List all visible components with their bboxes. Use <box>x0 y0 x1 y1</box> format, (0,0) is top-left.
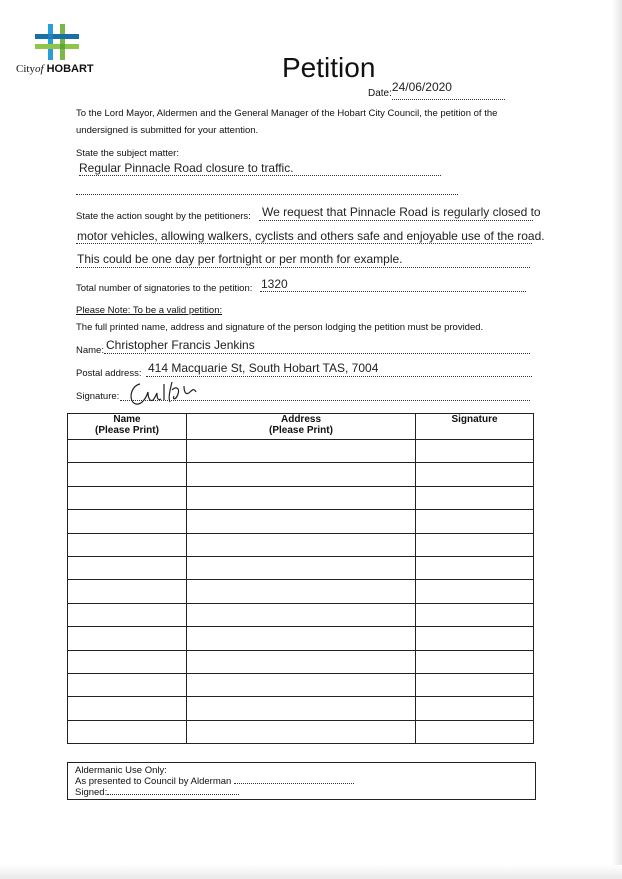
intro-line-2: undersigned is submitted for your attention. <box>76 125 259 136</box>
logo-wordmark: Cityof HOBART <box>16 63 94 75</box>
table-row <box>68 533 534 556</box>
table-row <box>68 580 534 603</box>
date-value: 24/06/2020 <box>391 80 452 94</box>
action-line-2: motor vehicles, allowing walkers, cyclists and others safe and enjoyable use of the road. <box>77 229 545 243</box>
action-line-1: We request that Pinnacle Road is regularly closed to <box>262 205 541 219</box>
table-row <box>68 697 534 720</box>
hobart-cross-logo-icon <box>35 24 79 60</box>
table-row <box>68 463 534 486</box>
signatories-dotline <box>260 291 526 292</box>
address-value: 414 Macquarie St, South Hobart TAS, 7004 <box>148 361 379 375</box>
signatories-value: 1320 <box>261 277 288 291</box>
col-address-header: Address (Please Print) <box>187 414 416 440</box>
table-row <box>68 673 534 696</box>
col-name-header: Name (Please Print) <box>68 414 187 440</box>
date-row <box>368 80 505 100</box>
address-dotline <box>146 376 532 377</box>
action-dotline-2 <box>76 243 532 244</box>
table-row <box>68 486 534 509</box>
page-bottom-shadow <box>0 865 622 879</box>
page-edge-shadow <box>612 0 622 879</box>
table-row <box>68 627 534 650</box>
signatures-table <box>67 413 534 744</box>
date-field <box>391 80 505 100</box>
name-value: Christopher Francis Jenkins <box>106 338 255 352</box>
action-dotline-3 <box>76 267 530 268</box>
action-line-3: This could be one day per fortnight or per month for example. <box>77 252 403 266</box>
intro-line-1: To the Lord Mayor, Aldermen and the General Manager of the Hobart City Council, the petition of the <box>76 108 498 119</box>
table-row <box>68 720 534 743</box>
table-row <box>68 650 534 673</box>
subject-line-2 <box>76 194 458 195</box>
aldermanic-presented-row: As presented to Council by Alderman <box>75 776 354 787</box>
address-label: Postal address: <box>76 368 142 379</box>
subject-label: State the subject matter: <box>76 148 179 159</box>
name-label: Name: <box>76 345 104 356</box>
subject-value: Regular Pinnacle Road closure to traffic. <box>79 161 294 175</box>
action-label: State the action sought by the petitioners: <box>76 211 251 222</box>
aldermanic-title: Aldermanic Use Only: <box>75 765 167 776</box>
aldermanic-use-box <box>67 762 536 800</box>
handwritten-signature-icon <box>126 378 210 408</box>
name-dotline <box>104 353 530 354</box>
signatories-label: Total number of signatories to the petition: <box>76 283 253 294</box>
note-title: Please Note: To be a valid petition: <box>76 305 223 316</box>
table-row <box>68 510 534 533</box>
aldermanic-signed-row: Signed: <box>75 787 239 798</box>
action-dotline-1 <box>259 220 533 221</box>
subject-line-1 <box>79 175 441 176</box>
signature-label: Signature: <box>76 391 120 402</box>
page-title: Petition <box>282 52 376 83</box>
table-header-row <box>68 414 534 440</box>
date-label: Date: <box>368 88 392 99</box>
col-signature-header: Signature <box>416 414 534 440</box>
note-text: The full printed name, address and signature of the person lodging the petition must be provided. <box>76 322 484 333</box>
city-of-hobart-logo <box>16 24 106 75</box>
table-row <box>68 440 534 463</box>
table-row <box>68 556 534 579</box>
table-row <box>68 603 534 626</box>
